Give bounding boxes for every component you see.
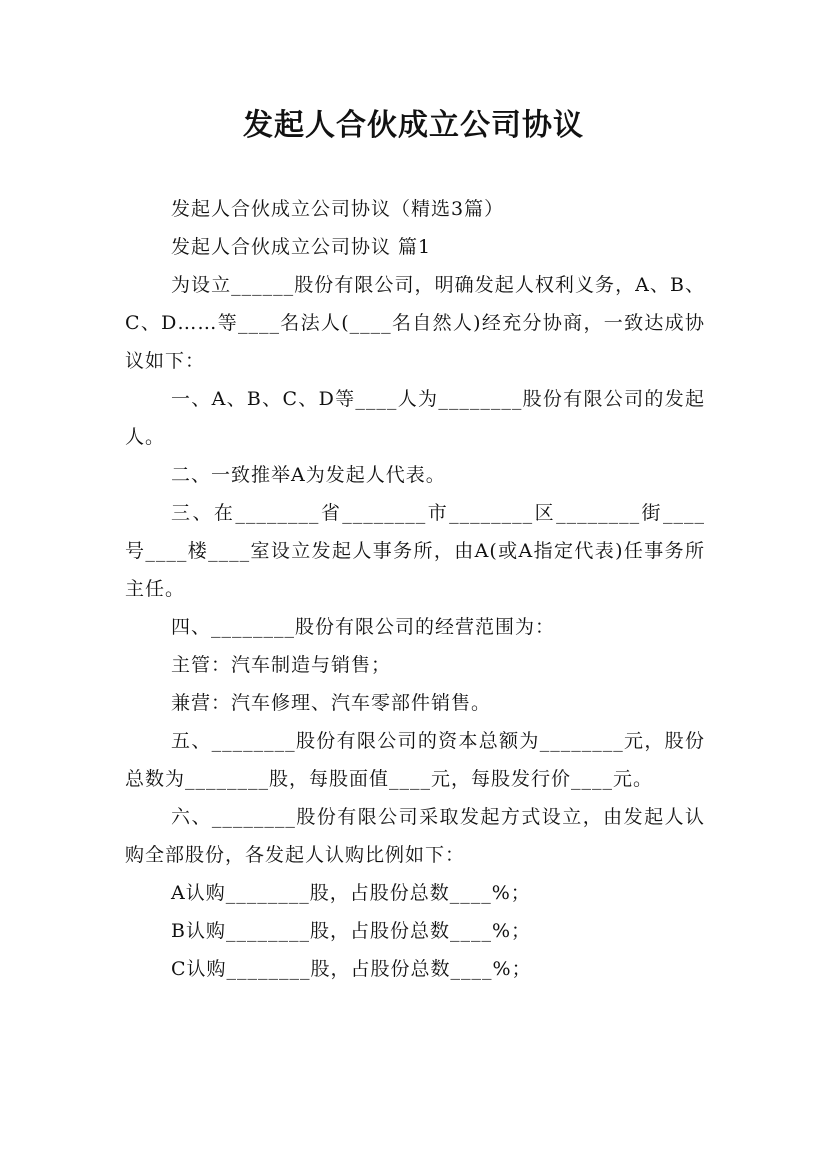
paragraph-clause-4: 四、________股份有限公司的经营范围为：	[171, 616, 556, 638]
paragraph-main-business: 主管：汽车制造与销售；	[171, 654, 392, 676]
paragraph-subscription-a: A认购________股，占股份总数____%；	[171, 882, 531, 904]
document-body	[125, 190, 705, 988]
paragraph-subscription-c: C认购________股，占股份总数____%；	[171, 958, 532, 980]
paragraph-side-business: 兼营：汽车修理、汽车零部件销售。	[171, 692, 492, 714]
paragraph-preamble: 为设立______股份有限公司，明确发起人权利义务，A、B、C、D……等____名法人(____名自然人)经充分协商，一致达成协议如下：	[125, 274, 705, 372]
paragraph-section-heading: 发起人合伙成立公司协议 篇1	[171, 236, 432, 258]
paragraph-clause-5: 五、________股份有限公司的资本总额为________元，股份总数为________股，每股面值____元，每股发行价____元。	[125, 730, 705, 790]
paragraph-clause-1: 一、A、B、C、D等____人为________股份有限公司的发起人。	[125, 388, 705, 448]
paragraph-subscription-b: B认购________股，占股份总数____%；	[171, 920, 532, 942]
paragraph-subtitle: 发起人合伙成立公司协议（精选3篇）	[171, 198, 505, 220]
paragraph-clause-6: 六、________股份有限公司采取发起方式设立，由发起人认购全部股份，各发起人认购比例如下：	[125, 806, 705, 866]
paragraph-clause-2: 二、一致推举A为发起人代表。	[171, 464, 446, 486]
document-title: 发起人合伙成立公司协议	[243, 108, 584, 143]
paragraph-clause-3: 三、在________省________市________区________街____号____楼____室设立发起人事务所，由A(或A指定代表)任事务所主任。	[125, 502, 705, 600]
